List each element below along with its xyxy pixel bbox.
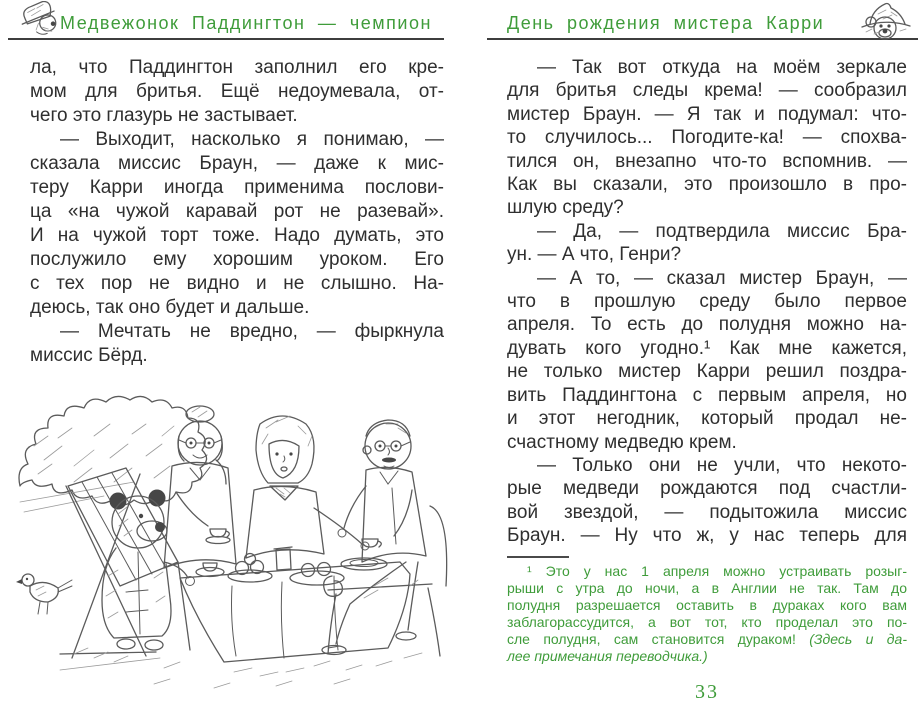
paddington-head-icon-right — [854, 0, 916, 42]
text-line: миссис Бёрд. — [30, 345, 148, 366]
text-line: Браун. — Ну что ж, у нас теперь для — [507, 525, 907, 547]
text-line: ¹ Это у нас 1 апреля можно устраивать розыг- — [527, 563, 907, 579]
text-line: — А то, — сказал мистер Браун, — — [537, 267, 907, 289]
text-line: — Мечтать не вредно, — фыркнула — [60, 321, 444, 342]
text-line: И на чужой торт тоже. Надо думать, это — [30, 225, 444, 246]
text-line: заблагорассудится, а вот тот, кто проделал это по- — [507, 614, 907, 630]
text-line: апреля. То есть до полудня можно на- — [507, 314, 907, 336]
text-line: ла, что Паддингтон заполнил его кре- — [30, 57, 444, 78]
text-line: счастному медведю крем. — [507, 431, 737, 453]
text-line: мом для бритья. Ещё недоумевала, от- — [30, 81, 444, 102]
text-line: — Выходит, насколько я понимаю, — — [60, 129, 444, 150]
text-line: не только мистер Карри решил поздра- — [507, 361, 907, 383]
body-text-right — [507, 56, 907, 548]
text-line: вить Паддингтона с первым апреля, но — [507, 384, 907, 406]
text-line: рыши с утра до ночи, а в Англии не так. Там до — [507, 580, 907, 596]
text-line: теру Карри иногда применима послови- — [30, 177, 444, 198]
text-line: — Только они не учли, что некото- — [537, 454, 907, 476]
page-number: 33 — [695, 681, 719, 703]
text-line: вой звездой, — подытожила миссис — [507, 501, 907, 523]
text-line: тился он, внезапно что-то вспомнив. — — [507, 150, 907, 172]
text-line: ца «на чужой каравай рот не разевай». — [30, 201, 444, 222]
header-rule-left — [8, 38, 444, 40]
text-line: — Так вот откуда на моём зеркале — [537, 57, 907, 78]
text-line: что в прошлую среду было первое — [507, 291, 907, 313]
text-line: для бритья следы крема! — сообразил — [507, 80, 907, 102]
text-line: то случилось... Погодите-ка! — спохва- — [507, 127, 907, 149]
text-line: послужило ему хорошим уроком. Его — [30, 249, 444, 270]
text-line: мистер Браун. — Я так и подумал: что- — [507, 103, 907, 125]
text-line: шлую среду? — [507, 197, 624, 219]
body-text-left — [30, 56, 444, 368]
text-line: дувать кого угодно.¹ Как мне кажется, — [507, 337, 907, 359]
running-head: Медвежонок Паддингтон — чемпион — [60, 13, 432, 33]
text-line: рые медведи рождаются под счастли- — [507, 478, 907, 500]
tea-party-illustration — [14, 386, 454, 710]
text-line: чего это глазурь не застывает. — [30, 105, 298, 126]
text-line: с тех пор не видно и не слышно. На- — [30, 273, 444, 294]
paddington-head-icon-left — [14, 1, 64, 41]
text-line: — Да, — подтвердила миссис Бра- — [537, 220, 907, 242]
footnote-rule — [507, 556, 569, 558]
text-line: сле полудня, сам становится дураком! (Здесь и да- — [507, 631, 907, 647]
text-line: и этот негодник, который продал не- — [507, 408, 907, 430]
footnote-text — [507, 563, 907, 665]
text-line: ун. — А что, Генри? — [507, 244, 682, 266]
text-line: деюсь, так оно будет и дальше. — [30, 297, 310, 318]
text-line: сказала миссис Браун, — даже к мис- — [30, 153, 444, 174]
chapter-title: День рождения мистера Карри — [507, 13, 825, 33]
text-line: Как вы сказали, это произошло в про- — [507, 174, 907, 196]
text-line: полудня разрешается оставить в дураках кого вам — [507, 597, 907, 613]
text-line: лее примечания переводчика.) — [507, 648, 708, 664]
